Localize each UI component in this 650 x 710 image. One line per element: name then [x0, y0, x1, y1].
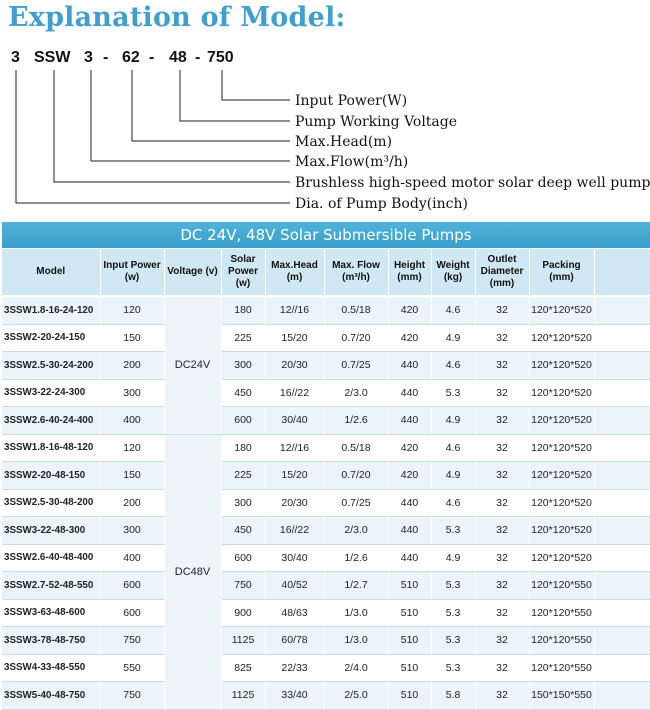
cell-input-power: 750	[100, 682, 164, 710]
header-max-flow: Max. Flow (m³/h)	[324, 249, 388, 296]
code-dash: -	[149, 49, 155, 66]
cell-max-flow: 2/3.0	[324, 379, 388, 407]
cell-packing: 150*150*550	[529, 682, 594, 710]
cell-max-head: 12//16	[265, 296, 324, 324]
table-row	[2, 434, 650, 462]
cell-solar-power: 600	[221, 407, 265, 435]
explanation-voltage: Pump Working Voltage	[295, 114, 458, 130]
cell-outlet-diameter: 32	[475, 572, 529, 600]
cell-model: 3SSW1.8-16-24-120	[2, 296, 100, 324]
cell-max-flow: 0.7/25	[324, 489, 388, 517]
cell-max-head: 30/40	[265, 407, 324, 435]
cell-packing: 120*120*550	[529, 572, 594, 600]
cell-height: 440	[388, 517, 431, 545]
header-solar-power: Solar Power (w)	[221, 249, 265, 296]
pump-spec-table	[2, 249, 650, 710]
cell-height: 420	[388, 434, 431, 462]
cell-weight: 4.9	[431, 462, 475, 490]
cell-outlet-diameter: 32	[475, 379, 529, 407]
cell-height: 510	[388, 599, 431, 627]
code-part-flow: 3	[84, 49, 93, 66]
cell-max-flow: 2/3.0	[324, 517, 388, 545]
cell-empty	[594, 654, 650, 682]
table-row	[2, 654, 650, 682]
cell-model: 3SSW2.6-40-24-400	[2, 407, 100, 435]
header-input-power: Input Power (w)	[100, 249, 164, 296]
cell-solar-power: 900	[221, 599, 265, 627]
cell-empty	[594, 489, 650, 517]
cell-solar-power: 1125	[221, 627, 265, 655]
cell-max-head: 20/30	[265, 489, 324, 517]
cell-weight: 4.9	[431, 324, 475, 352]
cell-height: 440	[388, 352, 431, 380]
cell-model: 3SSW4-33-48-550	[2, 654, 100, 682]
cell-weight: 5.3	[431, 654, 475, 682]
cell-weight: 4.9	[431, 407, 475, 435]
table-header-row	[2, 249, 650, 296]
cell-max-flow: 0.7/20	[324, 462, 388, 490]
cell-input-power: 200	[100, 352, 164, 380]
code-part-dia: 3	[11, 49, 20, 66]
explanation-max-head: Max.Head(m)	[295, 134, 393, 150]
cell-packing: 120*120*520	[529, 462, 594, 490]
code-part-series: SSW	[34, 49, 71, 66]
table-row	[2, 517, 650, 545]
header-voltage: Voltage (v)	[164, 249, 221, 296]
cell-max-head: 48/63	[265, 599, 324, 627]
cell-height: 440	[388, 379, 431, 407]
header-max-head: Max.Head (m)	[265, 249, 324, 296]
cell-solar-power: 300	[221, 489, 265, 517]
cell-input-power: 750	[100, 627, 164, 655]
cell-solar-power: 450	[221, 517, 265, 545]
cell-model: 3SSW2-20-24-150	[2, 324, 100, 352]
cell-packing: 120*120*520	[529, 407, 594, 435]
cell-solar-power: 750	[221, 572, 265, 600]
cell-solar-power: 180	[221, 434, 265, 462]
cell-max-flow: 1/3.0	[324, 599, 388, 627]
cell-model: 3SSW5-40-48-750	[2, 682, 100, 710]
cell-empty	[594, 379, 650, 407]
cell-model: 3SSW2.7-52-48-550	[2, 572, 100, 600]
cell-height: 440	[388, 489, 431, 517]
cell-solar-power: 180	[221, 296, 265, 324]
cell-height: 510	[388, 682, 431, 710]
cell-empty	[594, 517, 650, 545]
cell-input-power: 120	[100, 296, 164, 324]
cell-height: 420	[388, 324, 431, 352]
table-row	[2, 407, 650, 435]
cell-max-flow: 1/3.0	[324, 627, 388, 655]
cell-weight: 4.9	[431, 544, 475, 572]
cell-empty	[594, 544, 650, 572]
explanation-motor-type: Brushless high-speed motor solar deep well pump	[295, 175, 650, 191]
cell-height: 440	[388, 407, 431, 435]
cell-height: 510	[388, 572, 431, 600]
cell-weight: 5.3	[431, 572, 475, 600]
cell-empty	[594, 462, 650, 490]
table-row	[2, 462, 650, 490]
cell-weight: 5.3	[431, 627, 475, 655]
cell-empty	[594, 682, 650, 710]
cell-max-head: 16//22	[265, 379, 324, 407]
cell-weight: 5.3	[431, 517, 475, 545]
cell-max-flow: 1/2.6	[324, 544, 388, 572]
explanation-body-dia: Dia. of Pump Body(inch)	[295, 196, 468, 212]
cell-model: 3SSW2.5-30-24-200	[2, 352, 100, 380]
table-row	[2, 544, 650, 572]
cell-max-head: 22/33	[265, 654, 324, 682]
cell-max-flow: 2/4.0	[324, 654, 388, 682]
cell-outlet-diameter: 32	[475, 599, 529, 627]
table-row	[2, 599, 650, 627]
cell-input-power: 120	[100, 434, 164, 462]
table-row	[2, 489, 650, 517]
page-title: Explanation of Model:	[8, 2, 346, 33]
cell-input-power: 150	[100, 324, 164, 352]
cell-max-head: 15/20	[265, 462, 324, 490]
cell-weight: 5.3	[431, 599, 475, 627]
cell-weight: 4.6	[431, 489, 475, 517]
cell-outlet-diameter: 32	[475, 324, 529, 352]
cell-empty	[594, 407, 650, 435]
cell-max-head: 20/30	[265, 352, 324, 380]
table-banner: DC 24V, 48V Solar Submersible Pumps	[2, 222, 650, 248]
cell-voltage: DC48V	[164, 434, 221, 709]
cell-model: 3SSW3-63-48-600	[2, 599, 100, 627]
cell-packing: 120*120*520	[529, 352, 594, 380]
cell-model: 3SSW3-22-48-300	[2, 517, 100, 545]
code-part-voltage: 48	[169, 49, 187, 66]
header-outlet-diameter: Outlet Diameter (mm)	[475, 249, 529, 296]
cell-empty	[594, 324, 650, 352]
cell-weight: 4.6	[431, 352, 475, 380]
cell-solar-power: 300	[221, 352, 265, 380]
cell-solar-power: 225	[221, 324, 265, 352]
table-row	[2, 324, 650, 352]
cell-max-head: 30/40	[265, 544, 324, 572]
table-row	[2, 572, 650, 600]
cell-packing: 120*120*550	[529, 599, 594, 627]
cell-voltage: DC24V	[164, 296, 221, 434]
cell-packing: 120*120*520	[529, 379, 594, 407]
cell-height: 420	[388, 462, 431, 490]
cell-outlet-diameter: 32	[475, 489, 529, 517]
cell-weight: 5.8	[431, 682, 475, 710]
cell-empty	[594, 572, 650, 600]
cell-empty	[594, 352, 650, 380]
table-row	[2, 627, 650, 655]
cell-max-head: 15/20	[265, 324, 324, 352]
cell-max-flow: 2/5.0	[324, 682, 388, 710]
cell-max-flow: 0.7/20	[324, 324, 388, 352]
header-height: Height (mm)	[388, 249, 431, 296]
cell-empty	[594, 434, 650, 462]
cell-outlet-diameter: 32	[475, 352, 529, 380]
cell-input-power: 400	[100, 407, 164, 435]
cell-input-power: 400	[100, 544, 164, 572]
code-part-power: 750	[207, 49, 234, 66]
cell-height: 440	[388, 544, 431, 572]
cell-model: 3SSW2.6-40-48-400	[2, 544, 100, 572]
cell-input-power: 150	[100, 462, 164, 490]
cell-model: 3SSW2.5-30-48-200	[2, 489, 100, 517]
cell-packing: 120*120*520	[529, 296, 594, 324]
cell-packing: 120*120*520	[529, 324, 594, 352]
cell-model: 3SSW1.8-16-48-120	[2, 434, 100, 462]
cell-outlet-diameter: 32	[475, 517, 529, 545]
cell-max-flow: 0.7/25	[324, 352, 388, 380]
cell-packing: 120*120*550	[529, 654, 594, 682]
cell-packing: 120*120*520	[529, 489, 594, 517]
cell-packing: 120*120*550	[529, 627, 594, 655]
cell-height: 510	[388, 627, 431, 655]
cell-input-power: 300	[100, 379, 164, 407]
cell-max-flow: 1/2.7	[324, 572, 388, 600]
code-part-head: 62	[122, 49, 140, 66]
cell-input-power: 300	[100, 517, 164, 545]
cell-max-flow: 0.5/18	[324, 296, 388, 324]
cell-solar-power: 1125	[221, 682, 265, 710]
explanation-max-flow: Max.Flow(m³/h)	[295, 154, 409, 170]
cell-solar-power: 825	[221, 654, 265, 682]
cell-weight: 5.3	[431, 379, 475, 407]
cell-outlet-diameter: 32	[475, 654, 529, 682]
cell-empty	[594, 599, 650, 627]
cell-empty	[594, 627, 650, 655]
cell-outlet-diameter: 32	[475, 682, 529, 710]
table-row	[2, 379, 650, 407]
cell-height: 420	[388, 296, 431, 324]
cell-input-power: 550	[100, 654, 164, 682]
cell-weight: 4.6	[431, 434, 475, 462]
cell-solar-power: 450	[221, 379, 265, 407]
cell-packing: 120*120*520	[529, 544, 594, 572]
cell-solar-power: 225	[221, 462, 265, 490]
cell-input-power: 600	[100, 572, 164, 600]
code-dash: -	[103, 49, 109, 66]
cell-input-power: 200	[100, 489, 164, 517]
code-dash: -	[195, 49, 201, 66]
header-empty	[594, 249, 650, 296]
cell-model: 3SSW2-20-48-150	[2, 462, 100, 490]
cell-max-head: 16//22	[265, 517, 324, 545]
header-model: Model	[2, 249, 100, 296]
cell-weight: 4.6	[431, 296, 475, 324]
cell-solar-power: 600	[221, 544, 265, 572]
cell-max-head: 40/52	[265, 572, 324, 600]
cell-height: 510	[388, 654, 431, 682]
cell-max-head: 12//16	[265, 434, 324, 462]
cell-outlet-diameter: 32	[475, 407, 529, 435]
cell-outlet-diameter: 32	[475, 627, 529, 655]
header-weight: Weight (kg)	[431, 249, 475, 296]
cell-max-flow: 1/2.6	[324, 407, 388, 435]
cell-max-flow: 0.5/18	[324, 434, 388, 462]
cell-outlet-diameter: 32	[475, 462, 529, 490]
cell-packing: 120*120*520	[529, 434, 594, 462]
cell-model: 3SSW3-22-24-300	[2, 379, 100, 407]
table-row	[2, 352, 650, 380]
table-row	[2, 296, 650, 324]
cell-input-power: 600	[100, 599, 164, 627]
cell-empty	[594, 296, 650, 324]
cell-packing: 120*120*520	[529, 517, 594, 545]
explanation-input-power: Input Power(W)	[295, 93, 408, 109]
cell-outlet-diameter: 32	[475, 296, 529, 324]
cell-max-head: 33/40	[265, 682, 324, 710]
cell-model: 3SSW3-78-48-750	[2, 627, 100, 655]
table-row	[2, 682, 650, 710]
header-packing: Packing (mm)	[529, 249, 594, 296]
cell-outlet-diameter: 32	[475, 434, 529, 462]
cell-outlet-diameter: 32	[475, 544, 529, 572]
cell-max-head: 60/78	[265, 627, 324, 655]
